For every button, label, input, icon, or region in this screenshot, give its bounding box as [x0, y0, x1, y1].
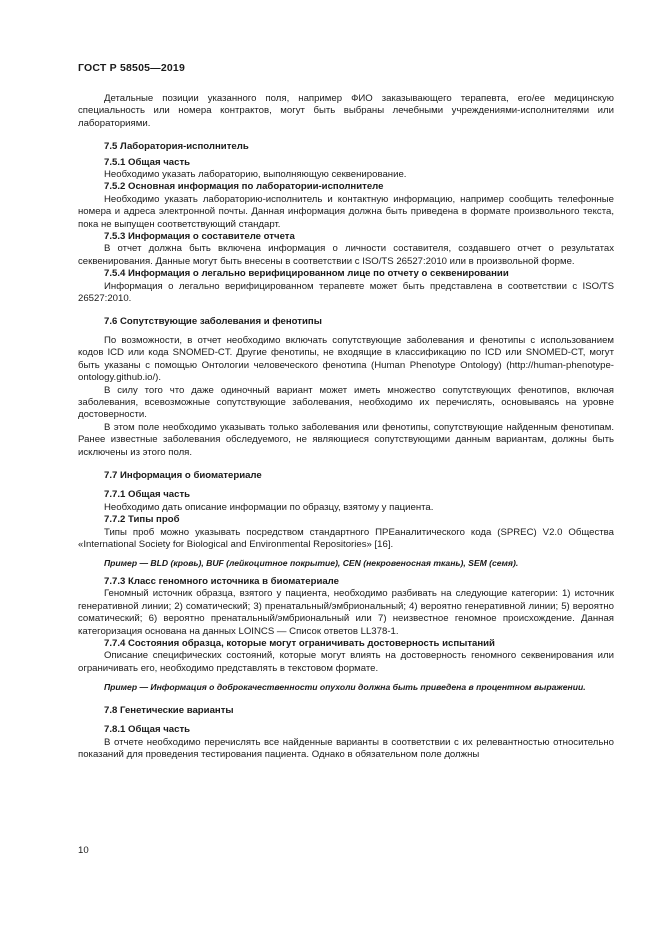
section-7-7-1-title: 7.7.1 Общая часть	[104, 489, 191, 501]
section-7-7-3-text: Геномный источник образца, взятого у пациента, необходимо разбивать на следующие категории: 1) источник генеративной линии; 2) соматический; 3) пренатальный/эмбриональный; 4) вероятно генеративной линии; 5) вероятно соматический; 6) вероятно пренатальный/эмбриональный или 7) неизвестное геномное происхождение. Данная категоризация основана на данных LOINCS — Список ответов LL378-1.	[78, 588, 614, 637]
section-7-6-paragraph-1: По возможности, в отчет необходимо включать сопутствующие заболевания и фенотипы с использованием кодов ICD или кода SNOMED-CT. Другие фенотипы, не входящие в классификацию по ICD или SNOMED-CT, могут быть указаны с помощью Онтологии человеческого фенотипа (Human Phenotype Ontology) (http://human-phenotype-ontology.github.io/).	[78, 334, 614, 384]
section-7-5-1-title: 7.5.1 Общая часть	[104, 156, 191, 168]
section-7-7-4-text: Описание специфических состояний, которые могут влиять на достоверность геномного секвенирования или ограничивать его, необходимо представлять в текстовом формате.	[78, 650, 614, 674]
section-7-7-3-title: 7.7.3 Класс геномного источника в биоматериале	[104, 576, 339, 587]
section-7-7-2-title: 7.7.2 Типы проб	[104, 514, 180, 526]
section-7-5-2-title: 7.5.2 Основная информация по лаборатории-исполнителе	[104, 181, 384, 193]
section-7-5-1-text: Необходимо указать лабораторию, выполняющую секвенирование.	[104, 169, 407, 181]
section-7-8-1-text: В отчете необходимо перечислять все найденные варианты в соответствии с их релевантностью относительно показаний для проведения тестирования пациента. Однако в обязательном поле должны	[78, 736, 614, 761]
section-7-6-paragraph-3: В этом поле необходимо указывать только заболевания или фенотипы, сопутствующие найденным фенотипам. Ранее известные заболевания обследуемого, не являющиеся сопутствующими данным вариантам, должны быть исключены из этого поля.	[78, 421, 614, 458]
section-7-7-4-title: 7.7.4 Состояния образца, которые могут ограничивать достоверность испытаний	[104, 638, 495, 650]
section-7-7-1-text: Необходимо дать описание информации по образцу, взятому у пациента.	[104, 501, 434, 513]
standard-header: ГОСТ Р 58505—2019	[78, 62, 186, 74]
section-7-5-3-title: 7.5.3 Информация о составителе отчета	[104, 231, 295, 243]
example-sample-types: Пример — BLD (кровь), BUF (лейкоцитное покрытие), CEN (некровеносная ткань), SEM (семя).	[104, 558, 519, 569]
example-tumor-info: Пример — Информация о доброкачественности опухоли должна быть приведена в процентном выражении.	[104, 682, 586, 693]
section-7-5-title: 7.5 Лаборатория-исполнитель	[104, 141, 249, 153]
intro-paragraph: Детальные позиции указанного поля, например ФИО заказывающего терапевта, его/ее медицинскую специальность или номера контрактов, могут быть выбраны лечебными учреждениями-исполнителями или лабораториями.	[78, 93, 614, 129]
section-7-5-4-text: Информация о легально верифицированном терапевте может быть представлена в соответствии с ISO/TS 26527:2010.	[78, 280, 614, 305]
section-7-5-2-text: Необходимо указать лабораторию-исполнитель и контактную информацию, например сообщить телефонные номера и адреса электронной почты. Данная информация должна быть приведена в формате произвольного текста, пока не выпущен соответствующий стандарт.	[78, 193, 614, 230]
section-7-5-3-text: В отчет должна быть включена информация о личности составителя, создавшего отчет о результатах секвенирования. Данные могут быть внесены в соответствии с ISO/TS 26527:2010 или в произвольной форме.	[78, 243, 614, 267]
section-7-7-2-text: Типы проб можно указывать посредством стандартного ПРЕаналитического кода (SPREC) V2.0 Общества «International Society for Biological and Environmental Repositories» [16].	[78, 526, 614, 550]
page-number: 10	[78, 845, 89, 856]
section-7-5-4-title: 7.5.4 Информация о легально верифицированном лице по отчету о секвенировании	[104, 268, 509, 280]
section-7-6-title: 7.6 Сопутствующие заболевания и фенотипы	[104, 315, 322, 327]
section-7-8-1-title: 7.8.1 Общая часть	[104, 724, 191, 736]
section-7-6-paragraph-2: В силу того что даже одиночный вариант может иметь множество сопутствующих фенотипов, включая заболевания, всевозможные сопутствующие заболевания, необходимо их перечислять, основываясь на уровне достоверности.	[78, 384, 614, 421]
section-7-8-title: 7.8 Генетические варианты	[104, 704, 234, 716]
section-7-7-title: 7.7 Информация о биоматериале	[104, 469, 262, 481]
page-content	[78, 93, 614, 761]
